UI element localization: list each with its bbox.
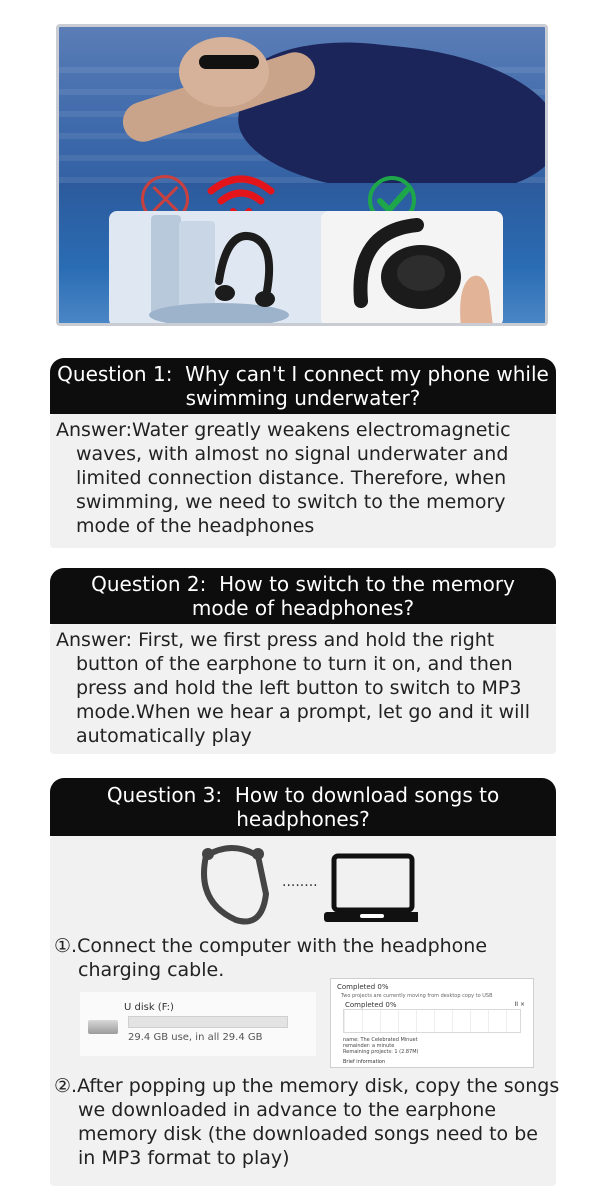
svg-text:········: ········: [282, 878, 318, 894]
question-label: Question 2:: [91, 572, 207, 596]
question-3-bar: [50, 778, 556, 836]
usb-drive-icon: [88, 1020, 118, 1034]
phone-and-headset-photo: [109, 211, 341, 326]
udisk-panel[interactable]: [80, 992, 316, 1056]
question-1-bar: [50, 358, 556, 414]
headphone-icon: [321, 211, 503, 326]
answer-2: [56, 628, 556, 748]
udisk-usage-text: 29.4 GB use, in all 29.4 GB: [128, 1032, 263, 1043]
answer-text: Answer:Water greatly weakens electromagnetic waves, with almost no signal underwater and limited connection distance. Therefore, when swimming, we need to switch to the memory mode of the headphones: [56, 419, 511, 537]
udisk-usage-bar: [128, 1016, 288, 1028]
question-2-bar: [50, 568, 556, 624]
step-2: [54, 1074, 560, 1170]
swimmer-head: [179, 37, 269, 107]
phone-icon: [109, 211, 341, 326]
connection-illustration: [196, 842, 418, 930]
question-text: How to switch to the memory: [219, 572, 515, 596]
question-label: Question 3:: [106, 783, 223, 807]
earbud-photo: [321, 211, 503, 326]
copy-window-title: Completed 0%: [337, 983, 389, 991]
udisk-name: U disk (F:): [124, 1002, 174, 1013]
goggles: [199, 55, 259, 69]
step-2-text: ②.After popping up the memory disk, copy the songs we downloaded in advance to the earphone memory disk (the downloaded songs need to be in MP3 format to play): [54, 1075, 560, 1169]
headphone-icon: [202, 848, 266, 922]
copy-progress-window: [330, 978, 534, 1068]
question-label: Question 1:: [57, 362, 173, 386]
copy-window-subtitle: Two projects are currently moving from desktop copy to USB: [341, 993, 493, 999]
copy-completed-label: Completed 0%: [345, 1001, 397, 1009]
step-1: [54, 934, 560, 982]
copy-progress-graph: [343, 1009, 521, 1033]
copy-window-controls[interactable]: II ×: [514, 1001, 525, 1008]
question-text-line2: swimming underwater?: [185, 386, 421, 410]
question-text-line2: mode of headphones?: [191, 596, 415, 620]
hero-image: [56, 24, 548, 326]
brief-info-toggle[interactable]: Brief information: [343, 1059, 386, 1065]
answer-1: [56, 418, 556, 538]
question-text: How to download songs to: [234, 783, 500, 807]
question-text: Why can't I connect my phone while: [185, 362, 549, 386]
question-text-line2: headphones?: [236, 807, 370, 831]
step-1-text: ①.Connect the computer with the headphone charging cable.: [54, 935, 488, 981]
udisk-usage-fill: [129, 1017, 287, 1027]
answer-text: Answer: First, we first press and hold the right button of the earphone to turn it on, and then press and hold the left button to switch to MP3 mode.When we hear a prompt, let go and it will automatically play: [56, 629, 530, 747]
laptop-icon: [324, 856, 418, 922]
cable-dots: [282, 878, 318, 894]
copy-details: name: The Celebrated Minuet remainder: a minute Remaining projects: 1 (2.87M): [343, 1037, 419, 1055]
